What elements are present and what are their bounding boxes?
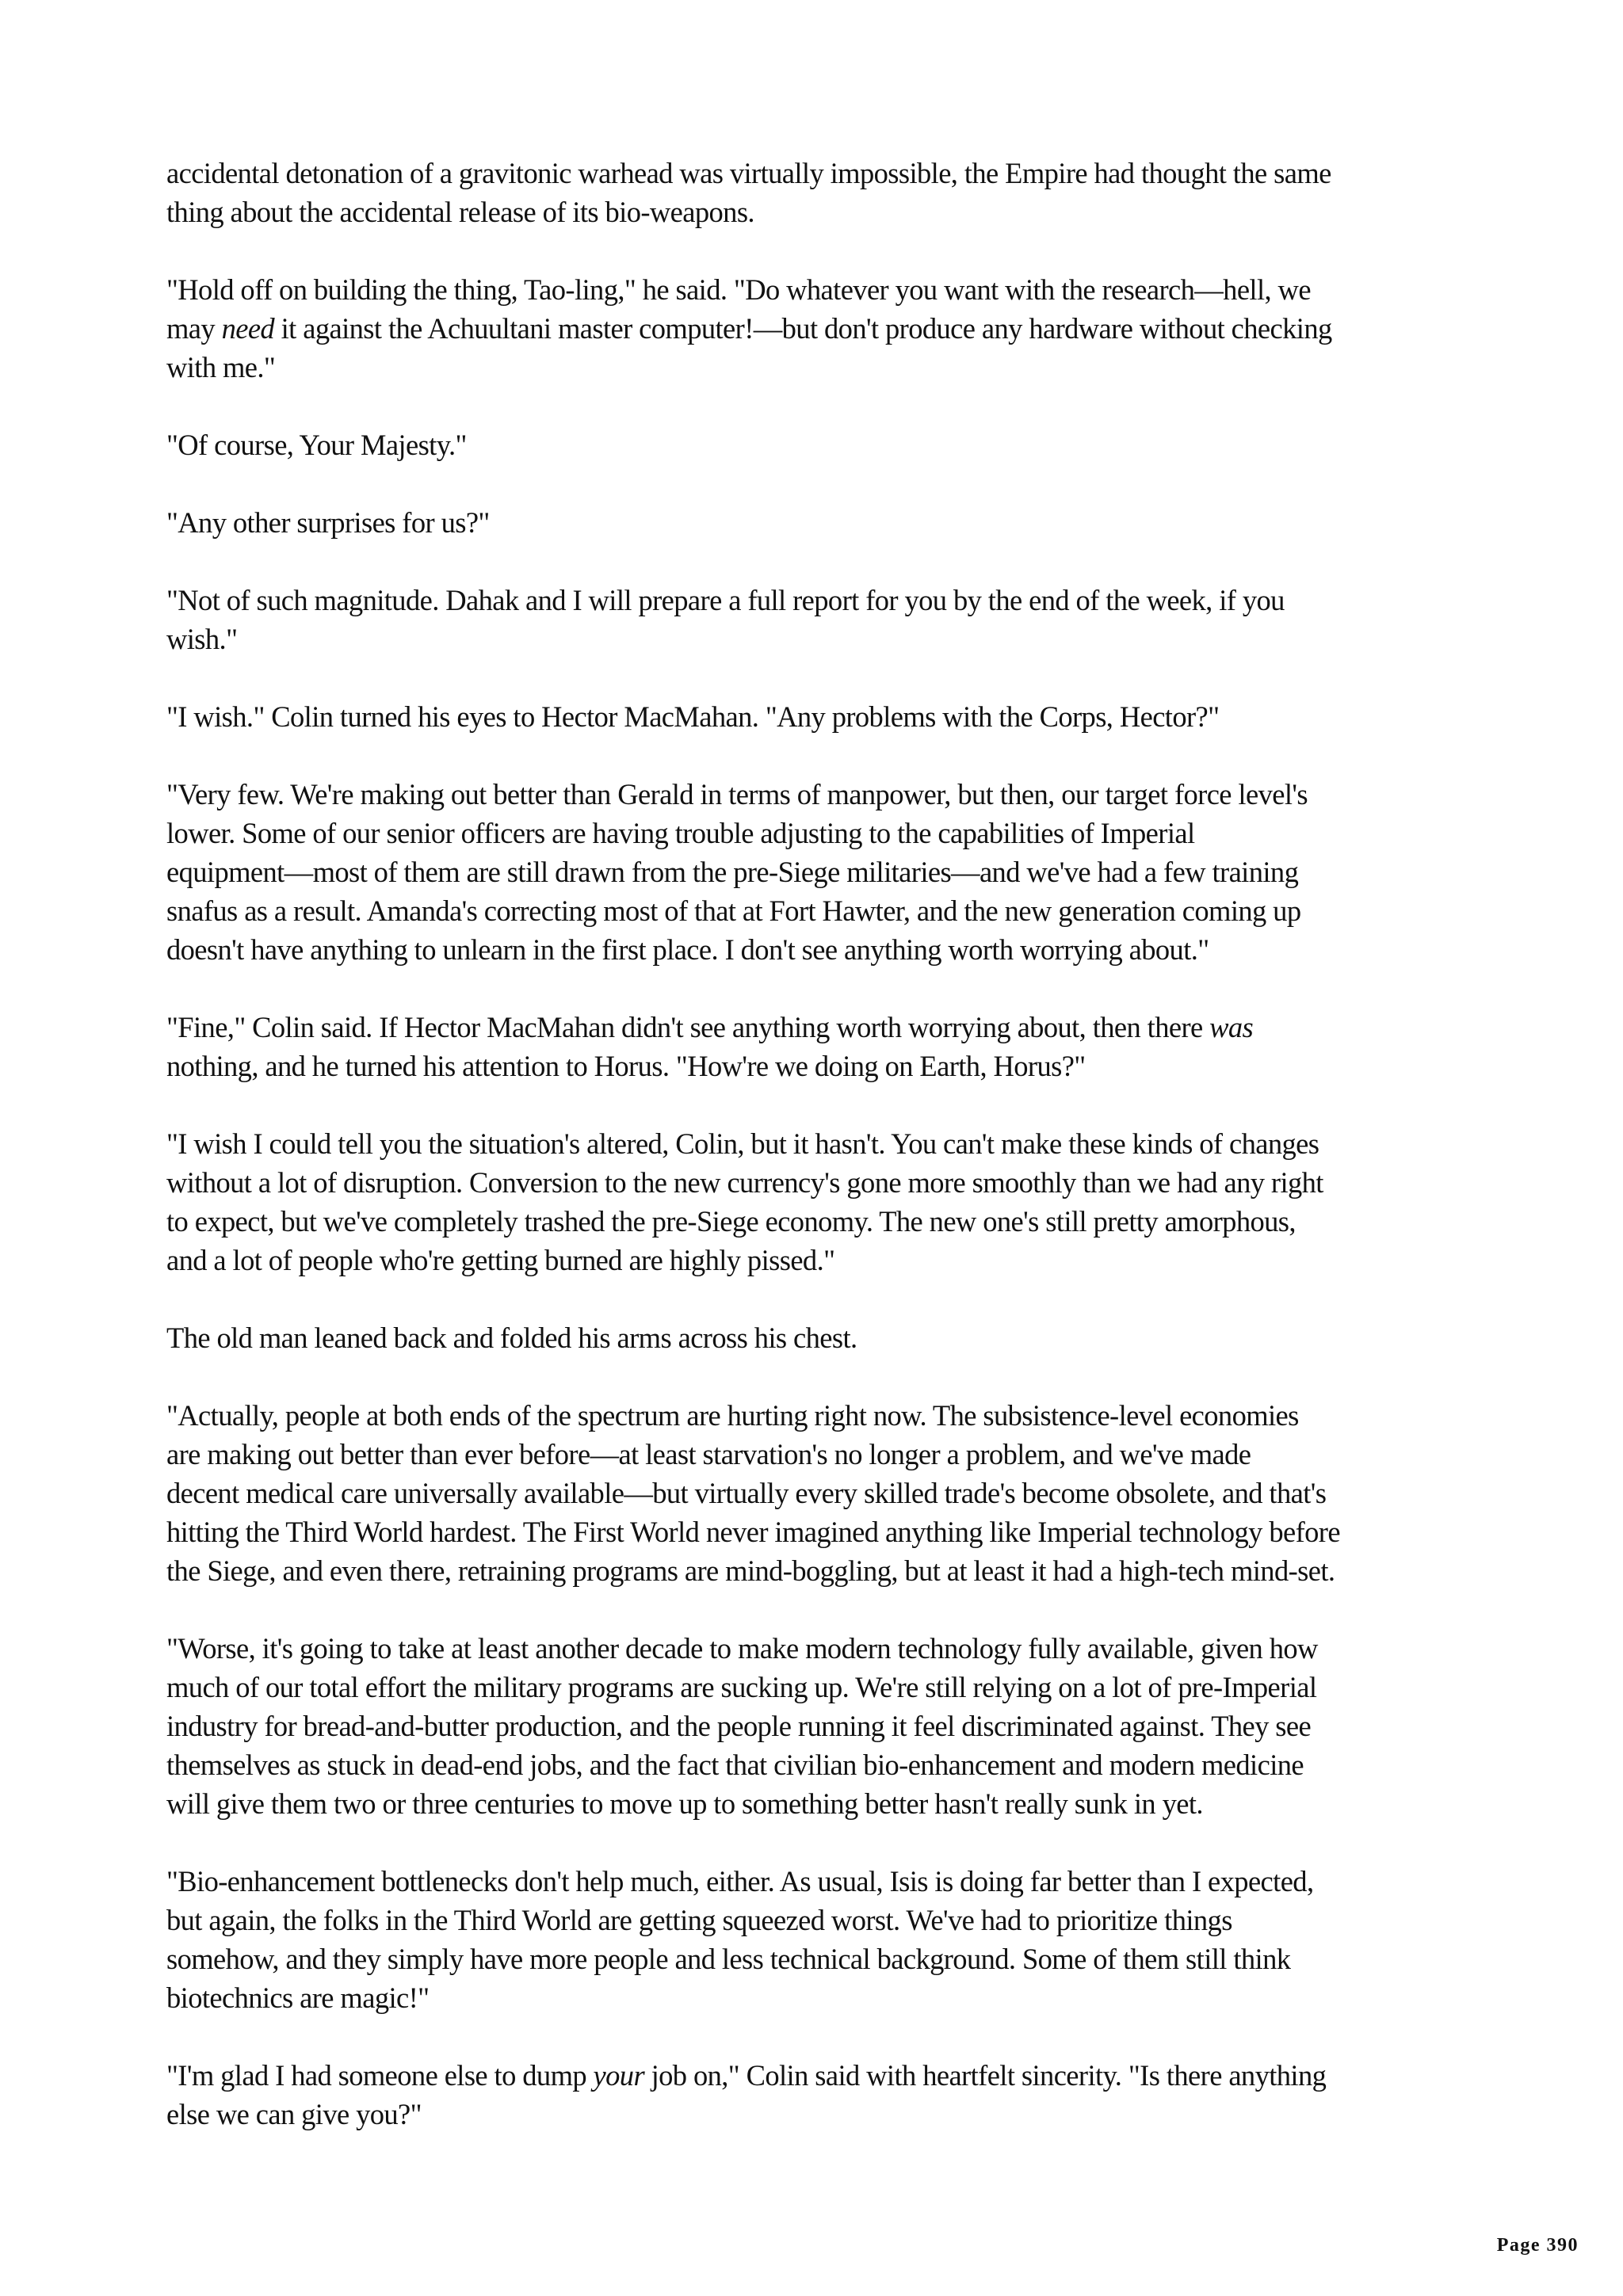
text-run: "Fine," Colin said. If Hector MacMahan didn't see anything worth worrying about, then there (166, 1011, 1210, 1043)
paragraph (166, 1318, 1474, 1357)
text-run: "I'm glad I had someone else to dump (166, 2059, 594, 2092)
text-line (166, 309, 1474, 348)
paragraph (166, 1124, 1474, 1280)
text-line (166, 891, 1474, 930)
text-line (166, 1474, 1474, 1512)
body-text (166, 154, 1474, 2172)
text-line (166, 1163, 1474, 1202)
text-run: snafus as a result. Amanda's correcting most of that at Fort Hawter, and the new generation coming up (166, 894, 1301, 927)
text-line (166, 1318, 1474, 1357)
text-run: industry for bread-and-butter production, and the people running it feel discriminated against. They see (166, 1710, 1312, 1742)
text-run: may (166, 312, 222, 345)
paragraph (166, 1862, 1474, 2017)
text-run: themselves as stuck in dead-end jobs, and the fact that civilian bio-enhancement and modern medicine (166, 1749, 1304, 1781)
text-run: "Of course, Your Majesty." (166, 429, 467, 461)
text-line (166, 1202, 1474, 1241)
text-run: without a lot of disruption. Conversion to the new currency's gone more smoothly than we had any right (166, 1166, 1323, 1199)
emphasis-text: need (221, 312, 275, 345)
text-line (166, 503, 1474, 542)
text-line (166, 425, 1474, 464)
text-run: thing about the accidental release of its bio-weapons. (166, 196, 754, 228)
text-run: the Siege, and even there, retraining programs are mind-boggling, but at least it had a high-tech mind-set. (166, 1554, 1335, 1587)
text-run: "Any other surprises for us?" (166, 506, 490, 539)
emphasis-text: your (593, 2059, 645, 2092)
text-run: "I wish." Colin turned his eyes to Hector MacMahan. "Any problems with the Corps, Hector?" (166, 700, 1220, 733)
text-run: and a lot of people who're getting burned are highly pissed." (166, 1244, 835, 1276)
paragraph (166, 425, 1474, 464)
text-run: but again, the folks in the Third World are getting squeezed worst. We've had to prioritize things (166, 1904, 1232, 1936)
text-run: accidental detonation of a gravitonic warhead was virtually impossible, the Empire had thought the same (166, 157, 1331, 189)
text-run: biotechnics are magic!" (166, 1981, 430, 2014)
page-number: Page 390 (1496, 2235, 1579, 2256)
paragraph (166, 697, 1474, 736)
text-run: The old man leaned back and folded his arms across his chest. (166, 1322, 857, 1354)
text-line (166, 852, 1474, 891)
text-line (166, 1939, 1474, 1978)
paragraph (166, 154, 1474, 231)
text-line (166, 1629, 1474, 1668)
text-line (166, 930, 1474, 969)
text-line (166, 814, 1474, 852)
text-run: decent medical care universally available—but virtually every skilled trade's become obsolete, and that's (166, 1477, 1327, 1509)
text-line (166, 1047, 1474, 1085)
text-run: hitting the Third World hardest. The First World never imagined anything like Imperial technology before (166, 1516, 1340, 1548)
text-line (166, 775, 1474, 814)
text-line (166, 2095, 1474, 2134)
text-run: "Not of such magnitude. Dahak and I will prepare a full report for you by the end of the week, if you (166, 584, 1285, 616)
text-run: else we can give you?" (166, 2098, 422, 2130)
text-line (166, 2056, 1474, 2095)
text-run: doesn't have anything to unlearn in the first place. I don't see anything worth worrying about." (166, 933, 1209, 966)
text-run: "Actually, people at both ends of the spectrum are hurting right now. The subsistence-level economies (166, 1399, 1299, 1432)
text-line (166, 697, 1474, 736)
text-run: much of our total effort the military programs are sucking up. We're still relying on a lot of pre-Imperial (166, 1671, 1317, 1703)
emphasis-text: was (1209, 1011, 1254, 1043)
text-line (166, 1862, 1474, 1901)
text-run: lower. Some of our senior officers are having trouble adjusting to the capabilities of Imperial (166, 817, 1195, 849)
text-run: to expect, but we've completely trashed the pre-Siege economy. The new one's still pretty amorphous, (166, 1205, 1296, 1238)
text-line (166, 270, 1474, 309)
text-line (166, 620, 1474, 658)
text-run: "Worse, it's going to take at least another decade to make modern technology fully available, given how (166, 1632, 1318, 1665)
paragraph (166, 503, 1474, 542)
text-run: "I wish I could tell you the situation's altered, Colin, but it hasn't. You can't make these kinds of changes (166, 1127, 1319, 1160)
text-line (166, 193, 1474, 231)
text-line (166, 1396, 1474, 1435)
paragraph (166, 270, 1474, 387)
paragraph (166, 1396, 1474, 1590)
text-line (166, 1551, 1474, 1590)
text-run: wish." (166, 623, 238, 655)
text-run: equipment—most of them are still drawn from the pre-Siege militaries—and we've had a few training (166, 856, 1299, 888)
text-run: "Hold off on building the thing, Tao-ling," he said. "Do whatever you want with the research—hell, we (166, 273, 1311, 306)
text-run: nothing, and he turned his attention to Horus. "How're we doing on Earth, Horus?" (166, 1050, 1086, 1082)
text-run: "Bio-enhancement bottlenecks don't help much, either. As usual, Isis is doing far better than I expected, (166, 1865, 1314, 1897)
paragraph (166, 581, 1474, 658)
text-line (166, 581, 1474, 620)
text-run: are making out better than ever before—at least starvation's no longer a problem, and we've made (166, 1438, 1251, 1470)
text-line (166, 1435, 1474, 1474)
text-line (166, 348, 1474, 387)
text-line (166, 1707, 1474, 1745)
paragraph (166, 775, 1474, 969)
paragraph (166, 2056, 1474, 2134)
text-line (166, 1008, 1474, 1047)
text-line (166, 154, 1474, 193)
text-line (166, 1512, 1474, 1551)
text-run: with me." (166, 351, 276, 383)
text-line (166, 1668, 1474, 1707)
text-run: it against the Achuultani master computer!—but don't produce any hardware without checking (274, 312, 1332, 345)
text-run: somehow, and they simply have more people and less technical background. Some of them still think (166, 1943, 1291, 1975)
text-line (166, 1978, 1474, 2017)
text-run: job on," Colin said with heartfelt sincerity. "Is there anything (644, 2059, 1327, 2092)
text-line (166, 1784, 1474, 1823)
paragraph (166, 1008, 1474, 1085)
text-line (166, 1124, 1474, 1163)
text-line (166, 1901, 1474, 1939)
paragraph (166, 1629, 1474, 1823)
text-line (166, 1241, 1474, 1280)
text-run: "Very few. We're making out better than Gerald in terms of manpower, but then, our target force level's (166, 778, 1308, 810)
text-line (166, 1745, 1474, 1784)
text-run: will give them two or three centuries to move up to something better hasn't really sunk in yet. (166, 1787, 1203, 1820)
